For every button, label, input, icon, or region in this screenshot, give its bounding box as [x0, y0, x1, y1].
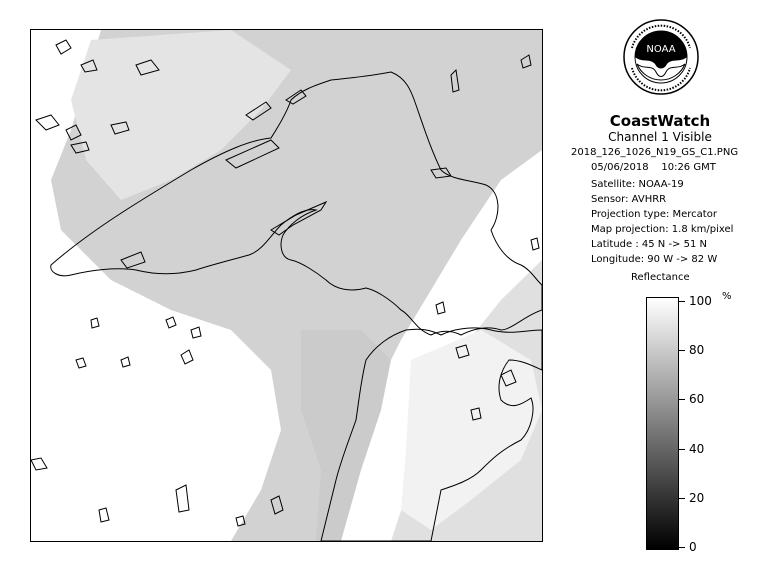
satellite-info: Satellite: NOAA-19 [591, 179, 684, 190]
colorbar-tick [679, 449, 685, 450]
noaa-logo [622, 18, 700, 96]
scale-title: Reflectance [631, 272, 690, 283]
latitude-info: Latitude : 45 N -> 51 N [591, 239, 707, 250]
colorbar-tick-label: 60 [689, 392, 705, 406]
sensor-info: Sensor: AVHRR [591, 194, 667, 205]
map-projection-info: Map projection: 1.8 km/pixel [591, 224, 734, 235]
reflectance-colorbar [646, 297, 679, 550]
colorbar-tick-label: 40 [689, 442, 705, 456]
colorbar-tick-label: 0 [689, 540, 697, 554]
map-image [31, 30, 542, 541]
date-time: 05/06/2018 10:26 GMT [591, 162, 716, 173]
colorbar-tick [679, 350, 685, 351]
colorbar-tick [679, 498, 685, 499]
logo-center-text: NOAA [646, 44, 676, 55]
colorbar-tick-label: 20 [689, 491, 705, 505]
colorbar-tick-label: 100 [689, 294, 712, 308]
colorbar-tick-label: 80 [689, 343, 705, 357]
noaa-seal-icon [622, 18, 700, 96]
colorbar-tick [679, 301, 685, 302]
channel-subtitle: Channel 1 Visible [608, 130, 712, 144]
colorbar-tick [679, 547, 685, 548]
satellite-map [30, 29, 543, 542]
colorbar-tick [679, 399, 685, 400]
scale-unit: % [722, 291, 732, 302]
longitude-info: Longitude: 90 W -> 82 W [591, 254, 718, 265]
file-name: 2018_126_1026_N19_GS_C1.PNG [571, 147, 739, 158]
product-title: CoastWatch [609, 112, 711, 130]
projection-type-info: Projection type: Mercator [591, 209, 717, 220]
